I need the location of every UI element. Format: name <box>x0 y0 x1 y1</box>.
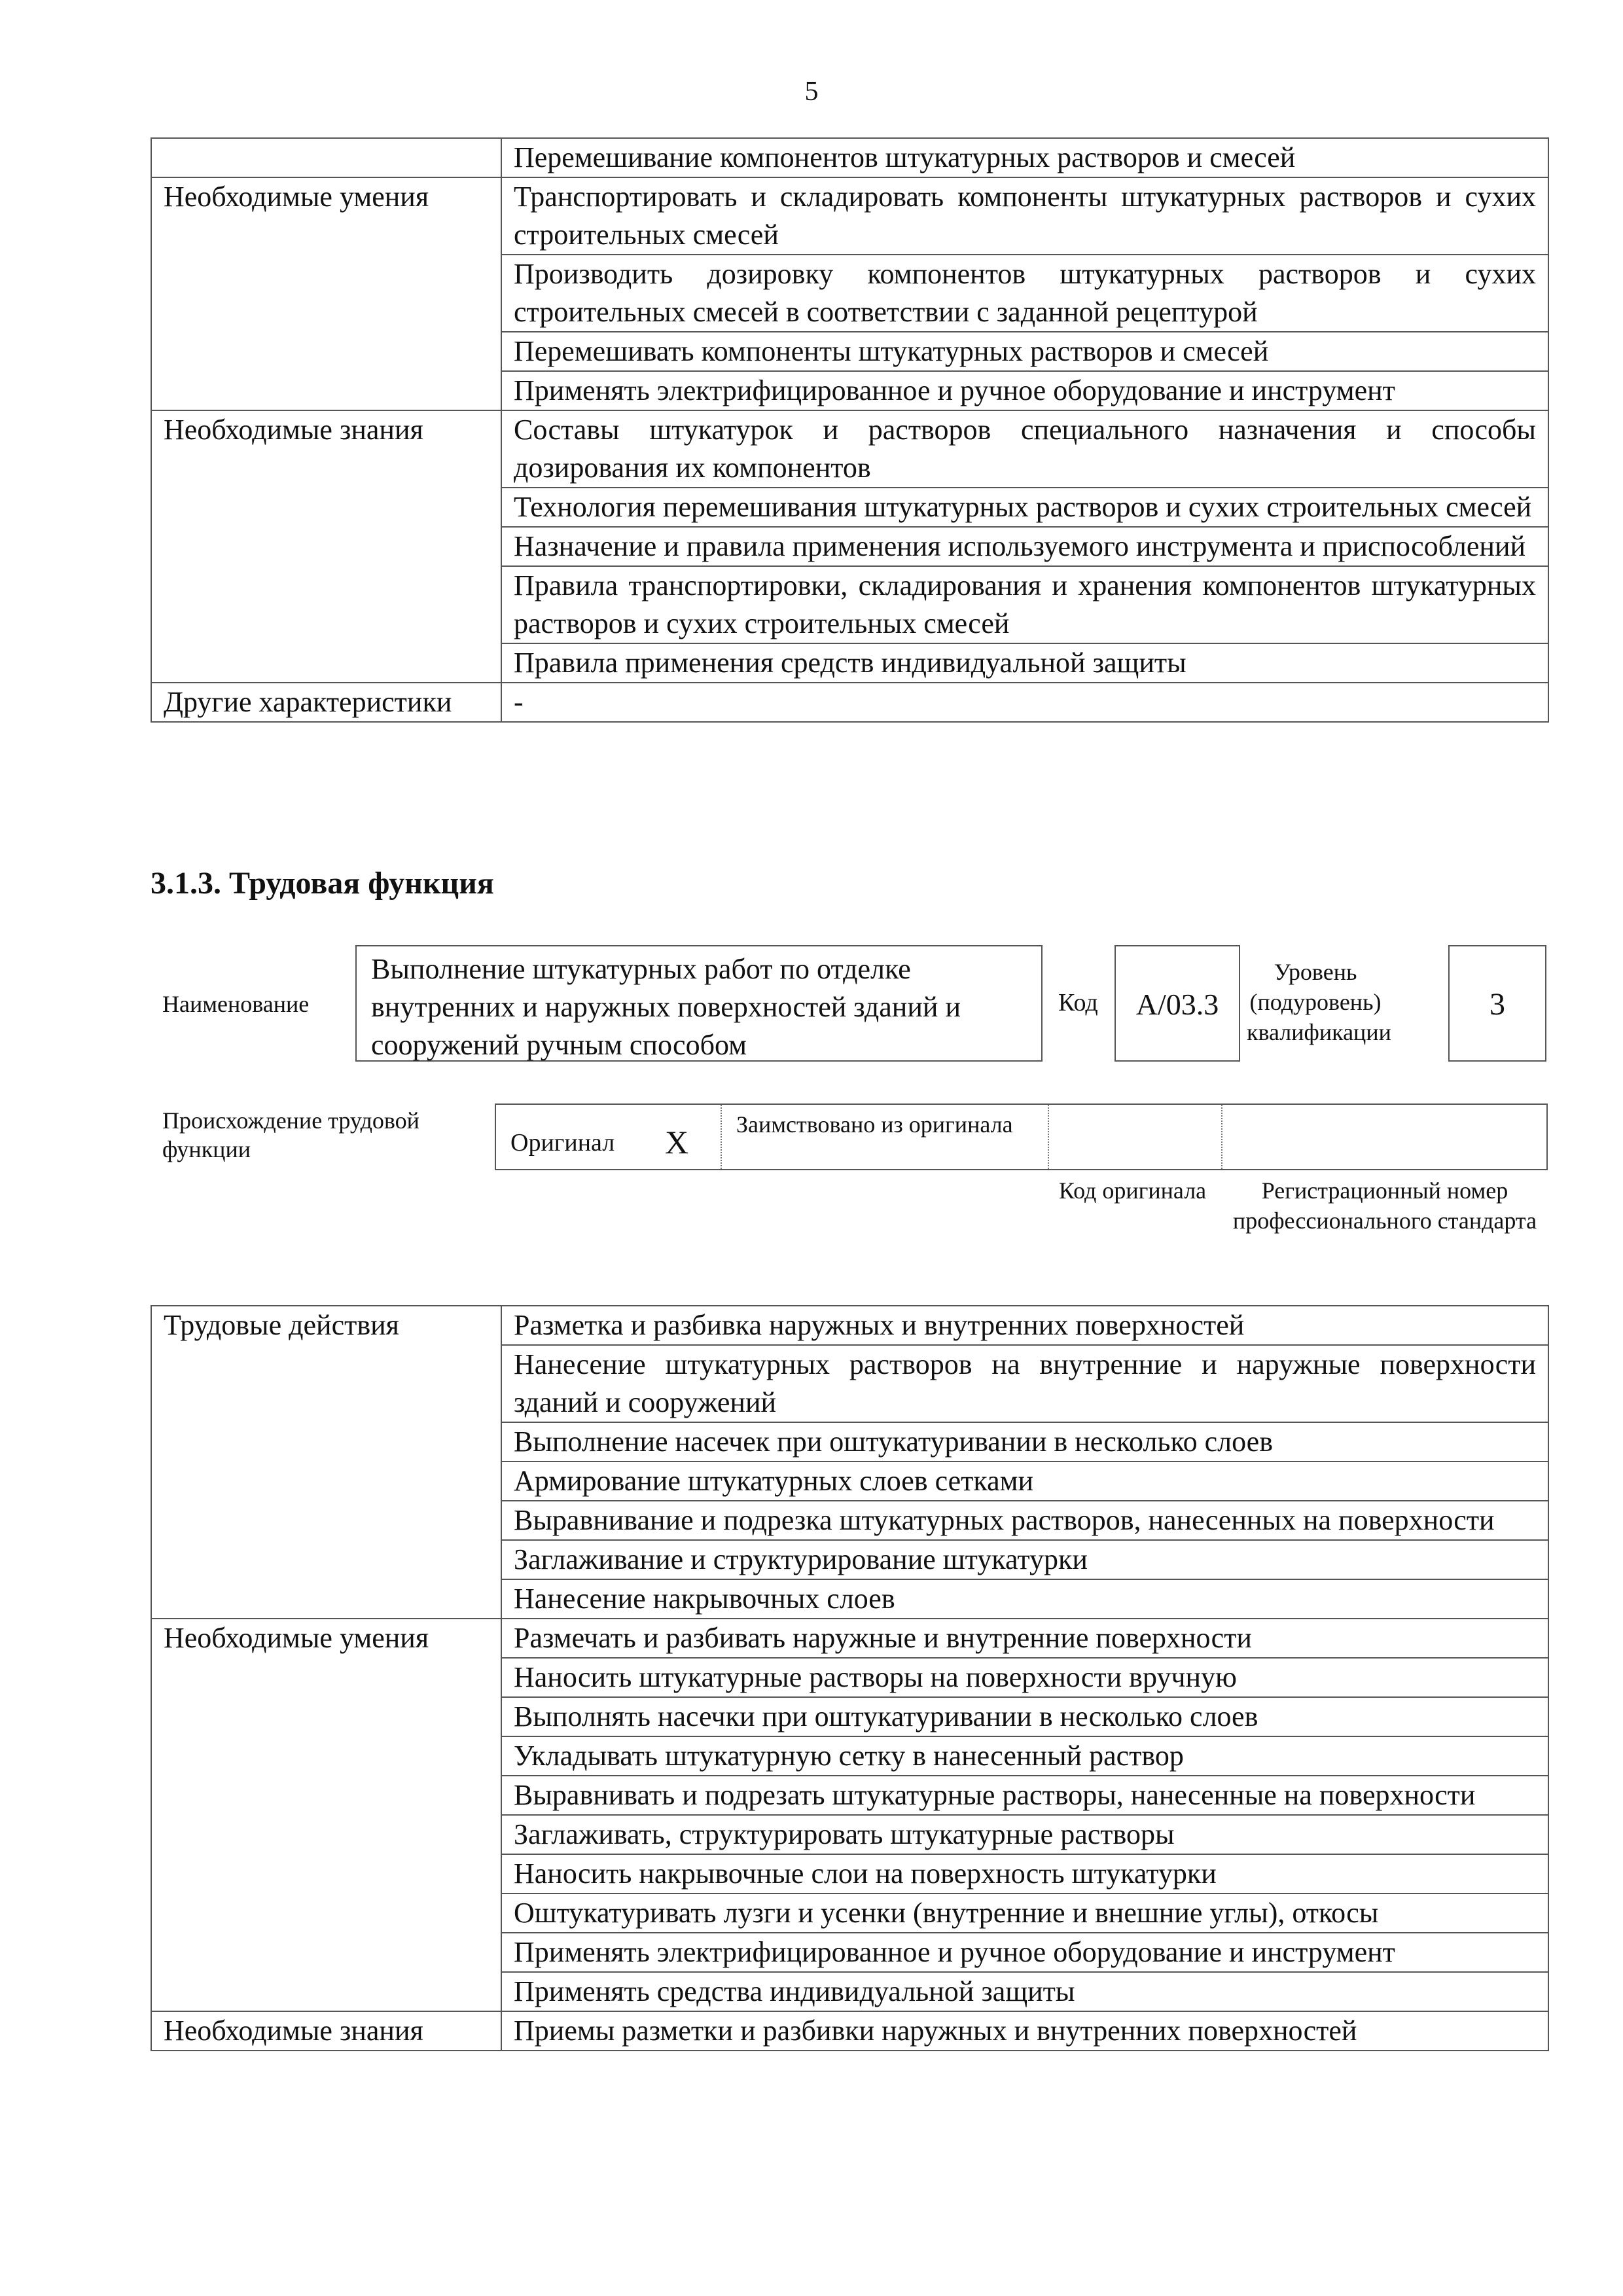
row-item: Нанесение накрывочных слоев <box>501 1579 1548 1619</box>
row-item: Транспортировать и складировать компоненты штукатурных растворов и сухих строительных смесей <box>501 177 1548 255</box>
row-item: Выравнивать и подрезать штукатурные растворы, нанесенные на поверхности <box>501 1776 1548 1815</box>
row-item: Размечать и разбивать наружные и внутренние поверхности <box>501 1619 1548 1658</box>
code-caption: Код оригинала <box>1058 1177 1207 1204</box>
original-mark: X <box>665 1124 689 1160</box>
function-name-field: Выполнение штукатурных работ по отделке внутренних и наружных поверхностей зданий и сооружений ручным способом <box>355 945 1043 1062</box>
table-row <box>151 1619 1548 1658</box>
table-row <box>151 2011 1548 2051</box>
row-item: Выравнивание и подрезка штукатурных растворов, нанесенных на поверхности <box>501 1501 1548 1540</box>
origin-original-cell <box>496 1105 722 1169</box>
row-item: Наносить накрывочные слои на поверхность штукатурки <box>501 1854 1548 1893</box>
table-row <box>151 1306 1548 1345</box>
row-item: Заглаживание и структурирование штукатурки <box>501 1540 1548 1579</box>
level-label: Уровень (подуровень) квалификации <box>1247 959 1391 1045</box>
row-item: Назначение и правила применения используемого инструмента и приспособлений <box>501 527 1548 566</box>
row-item: - <box>501 683 1548 722</box>
name-label: Наименование <box>162 991 310 1017</box>
row-item: Армирование штукатурных слоев сетками <box>501 1462 1548 1501</box>
row-item: Составы штукатурок и растворов специального назначения и способы дозирования их компонентов <box>501 410 1548 488</box>
origin-borrowed-cell <box>722 1105 1049 1169</box>
table-row <box>151 683 1548 722</box>
row-item: Применять электрифицированное и ручное оборудование и инструмент <box>501 371 1548 410</box>
section-title: 3.1.3. Трудовая функция <box>151 866 494 901</box>
row-label: Необходимые знания <box>151 2011 501 2051</box>
row-label: Необходимые умения <box>151 177 501 410</box>
requirements-table-bottom <box>151 1305 1549 2051</box>
row-item: Выполнение насечек при оштукатуривании в несколько слоев <box>501 1422 1548 1462</box>
row-item: Наносить штукатурные растворы на поверхности вручную <box>501 1658 1548 1697</box>
row-item: Выполнять насечки при оштукатуривании в несколько слоев <box>501 1697 1548 1736</box>
row-item: Нанесение штукатурных растворов на внутренние и наружные поверхности зданий и сооружений <box>501 1345 1548 1422</box>
row-item: Применять электрифицированное и ручное оборудование и инструмент <box>501 1933 1548 1972</box>
row-item: Заглаживать, структурировать штукатурные растворы <box>501 1815 1548 1854</box>
reg-caption: Регистрационный номер профессионального стандарта <box>1232 1177 1537 1234</box>
origin-label: Происхождение трудовой функции <box>162 1107 419 1162</box>
row-item: Приемы разметки и разбивки наружных и внутренних поверхностей <box>501 2011 1548 2051</box>
origin-code-cell <box>1049 1105 1222 1169</box>
row-item: Технология перемешивания штукатурных растворов и сухих строительных смесей <box>501 488 1548 527</box>
row-label: Другие характеристики <box>151 683 501 722</box>
table-row <box>151 177 1548 255</box>
page-number: 5 <box>804 77 819 107</box>
row-item: Перемешивать компоненты штукатурных растворов и смесей <box>501 332 1548 371</box>
row-item: Укладывать штукатурную сетку в нанесенный раствор <box>501 1736 1548 1776</box>
row-label: Необходимые знания <box>151 410 501 683</box>
table-row <box>151 410 1548 488</box>
requirements-table-top <box>151 137 1549 723</box>
level-field: 3 <box>1448 945 1546 1062</box>
table-row <box>151 138 1548 177</box>
row-item: Применять средства индивидуальной защиты <box>501 1972 1548 2011</box>
row-item: Перемешивание компонентов штукатурных растворов и смесей <box>501 138 1548 177</box>
row-item: Правила применения средств индивидуальной защиты <box>501 643 1548 683</box>
borrowed-label: Заимствовано из оригинала <box>736 1111 1013 1138</box>
row-item: Оштукатуривать лузги и усенки (внутренние и внешние углы), откосы <box>501 1893 1548 1933</box>
row-label: Трудовые действия <box>151 1306 501 1619</box>
row-label <box>151 138 501 177</box>
original-label: Оригинал <box>510 1129 615 1157</box>
row-item: Разметка и разбивка наружных и внутренних поверхностей <box>501 1306 1548 1345</box>
origin-row <box>495 1103 1548 1170</box>
row-item: Правила транспортировки, складирования и хранения компонентов штукатурных растворов и сухих строительных смесей <box>501 566 1548 643</box>
code-label: Код <box>1058 989 1098 1016</box>
function-code-field: А/03.3 <box>1115 945 1240 1062</box>
origin-reg-cell <box>1222 1105 1549 1169</box>
row-label: Необходимые умения <box>151 1619 501 2011</box>
row-item: Производить дозировку компонентов штукатурных растворов и сухих строительных смесей в соответствии с заданной рецептурой <box>501 255 1548 332</box>
